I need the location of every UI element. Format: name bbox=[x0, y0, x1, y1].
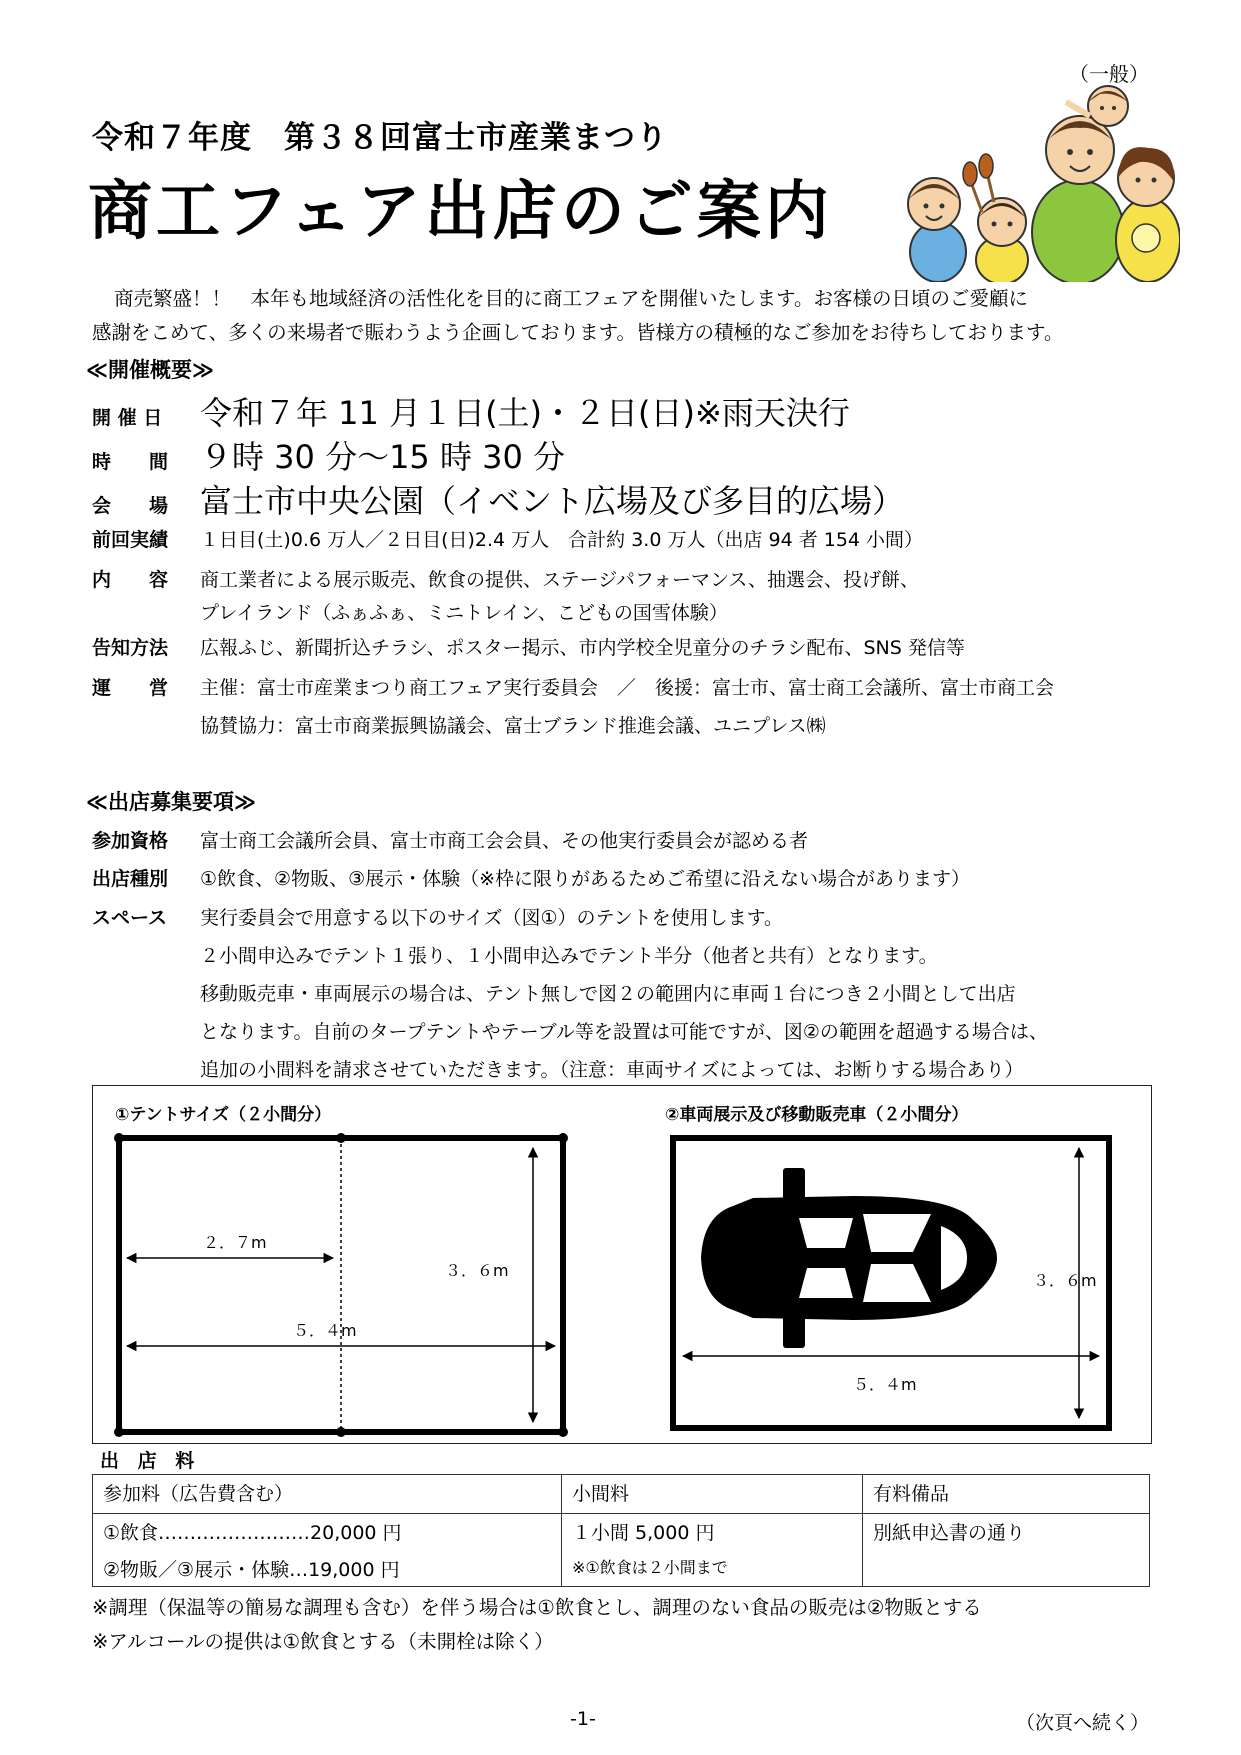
content-value-1: 商工業者による展示販売、飲食の提供、ステージパフォーマンス、抽選会、投げ餅、 bbox=[200, 569, 919, 591]
fee-participation-cell bbox=[93, 1514, 562, 1587]
space-label: スペース bbox=[92, 907, 168, 929]
previous-label: 前回実績 bbox=[92, 529, 169, 551]
page-subtitle: 令和７年度 第３８回富士市産業まつり bbox=[92, 120, 668, 156]
content-value-2: プレイランド（ふぁふぁ、ミニトレイン、こどもの国雪体験） bbox=[200, 602, 728, 624]
date-value: 令和７年 11 月１日(土)・２日(日)※雨天決行 bbox=[200, 394, 850, 432]
booth-note: ※①飲食は２小間まで bbox=[572, 1558, 728, 1577]
note-alcohol: ※アルコールの提供は①飲食とする（未開栓は除く） bbox=[92, 1630, 554, 1653]
size-diagram-svg bbox=[93, 1086, 1151, 1443]
type-value: ①飲食、②物販、③展示・体験（※枠に限りがあるためご希望に沿えない場合があります） bbox=[200, 868, 971, 890]
tent-diagram-title: ①テントサイズ（２小間分） bbox=[115, 1105, 332, 1125]
venue-value: 富士市中央公園（イベント広場及び多目的広場） bbox=[200, 482, 905, 520]
fee-col-participation: 参加料（広告費含む） bbox=[93, 1475, 562, 1514]
continued-label: （次頁へ続く） bbox=[1015, 1712, 1149, 1734]
overview-heading: ≪開催概要≫ bbox=[86, 358, 214, 382]
fee-food: ①飲食……………………20,000 円 bbox=[103, 1522, 402, 1544]
space-value-2: ２小間申込みでテント１張り、１小間申込みでテント半分（他者と共有）となります。 bbox=[200, 945, 938, 967]
intro-line-2: 感謝をこめて、多くの来場者で賑わうよう企画しております。皆様方の積極的なご参加をお待ちしております。 bbox=[92, 321, 1064, 344]
page-title: 商工フェア出店のご案内 bbox=[88, 175, 833, 249]
intro-text bbox=[92, 282, 1162, 350]
booth-fee: １小間 5,000 円 bbox=[572, 1522, 715, 1544]
car-diagram-title: ②車両展示及び移動販売車（２小間分） bbox=[665, 1105, 969, 1125]
tent-post bbox=[114, 1133, 124, 1143]
car-width-label: ５．４m bbox=[853, 1375, 917, 1394]
tent-post bbox=[336, 1133, 346, 1143]
recruit-type bbox=[92, 864, 970, 891]
promo-value: 広報ふじ、新聞折込チラシ、ポスター掲示、市内学校全児童分のチラシ配布、SNS 発信等 bbox=[200, 637, 965, 659]
fee-goods: ②物販／③展示・体験…19,000 円 bbox=[103, 1559, 400, 1581]
time-value: ９時 30 分～15 時 30 分 bbox=[200, 438, 566, 476]
space-value-1: 実行委員会で用意する以下のサイズ（図①）のテントを使用します。 bbox=[200, 907, 784, 929]
fee-table bbox=[92, 1474, 1150, 1587]
space-value-5: 追加の小間料を請求させていただきます。（注意：車両サイズによっては、お断りする場合あり） bbox=[200, 1059, 1024, 1081]
venue-label: 会 場 bbox=[92, 495, 169, 517]
fee-title: 出 店 料 bbox=[100, 1450, 201, 1472]
recruit-heading: ≪出店募集要項≫ bbox=[86, 790, 256, 814]
family-illustration bbox=[890, 82, 1180, 282]
fee-col-booth: 小間料 bbox=[562, 1475, 863, 1514]
fee-equipment-cell bbox=[863, 1514, 1150, 1587]
size-diagram bbox=[92, 1085, 1152, 1444]
tent-post bbox=[114, 1427, 124, 1437]
overview-promo bbox=[92, 633, 965, 660]
car-icon bbox=[701, 1168, 997, 1348]
fee-table-row bbox=[93, 1514, 1150, 1587]
operation-value-1: 主催：富士市産業まつり商工フェア実行委員会 ／ 後援：富士市、富士商工会議所、富士市商工会 bbox=[200, 677, 1055, 699]
overview-previous bbox=[92, 525, 923, 552]
tent-post bbox=[336, 1427, 346, 1437]
category-label: （一般） bbox=[1069, 62, 1149, 86]
fee-col-equipment: 有料備品 bbox=[863, 1475, 1150, 1514]
space-value-3: 移動販売車・車両展示の場合は、テント無しで図２の範囲内に車両１台につき２小間として出店 bbox=[200, 983, 1016, 1005]
tent-width-label: ５．４m bbox=[293, 1321, 357, 1340]
equipment-value: 別紙申込書の通り bbox=[873, 1522, 1026, 1544]
type-label: 出店種別 bbox=[92, 868, 169, 890]
promo-label: 告知方法 bbox=[92, 637, 169, 659]
content-label: 内 容 bbox=[92, 569, 169, 591]
operation-label: 運 営 bbox=[92, 677, 169, 699]
overview-time bbox=[92, 432, 565, 478]
fee-table-header bbox=[93, 1475, 1150, 1514]
qualification-label: 参加資格 bbox=[92, 830, 169, 852]
intro-line-1: 商売繁盛！！ 本年も地域経済の活性化を目的に商工フェアを開催いたします。お客様の日頃のご愛顧に bbox=[114, 287, 1028, 310]
tent-post bbox=[558, 1427, 568, 1437]
car-depth-label: ３．６m bbox=[1033, 1271, 1097, 1290]
operation-value-2: 協賛協力：富士市商業振興協議会、富士ブランド推進会議、ユニプレス㈱ bbox=[200, 715, 826, 737]
previous-value: １日目(土)0.6 万人／２日目(日)2.4 万人 合計約 3.0 万人（出店 94 者 154 小間） bbox=[200, 529, 924, 551]
overview-venue bbox=[92, 476, 904, 522]
qualification-value: 富士商工会議所会員、富士市商工会会員、その他実行委員会が認める者 bbox=[200, 830, 809, 852]
note-cooking: ※調理（保温等の簡易な調理も含む）を伴う場合は①飲食とし、調理のない食品の販売は②物販とする bbox=[92, 1596, 982, 1619]
fee-booth-cell bbox=[562, 1514, 863, 1587]
tent-depth-label: ３．６m bbox=[445, 1261, 509, 1280]
recruit-qualification bbox=[92, 826, 808, 853]
tent-post bbox=[558, 1133, 568, 1143]
tent-half-width-label: ２．７m bbox=[203, 1233, 267, 1252]
time-label: 時 間 bbox=[92, 451, 169, 473]
page-number: -1- bbox=[570, 1708, 596, 1730]
overview-date bbox=[92, 388, 850, 434]
date-label: 開 催 日 bbox=[92, 407, 163, 429]
overview-operation bbox=[92, 673, 1054, 700]
overview-content bbox=[92, 565, 919, 592]
space-value-4: となります。自前のタープテントやテーブル等を設置は可能ですが、図②の範囲を超過する場合は、 bbox=[200, 1021, 1048, 1043]
recruit-space bbox=[92, 903, 783, 930]
